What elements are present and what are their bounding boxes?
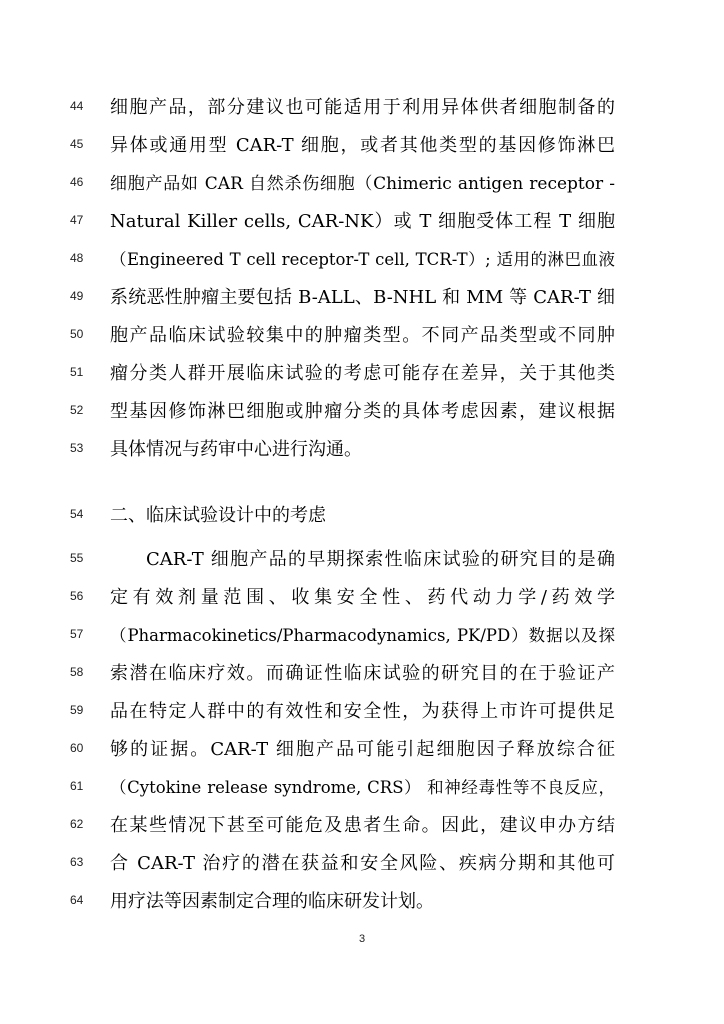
line-number: 44 xyxy=(70,99,84,113)
text-line xyxy=(0,655,724,693)
line-number: 51 xyxy=(70,365,84,379)
line-text: 胞产品临床试验较集中的肿瘤类型。不同产品类型或不同肿 xyxy=(110,325,615,346)
line-number: 49 xyxy=(70,289,84,303)
text-line xyxy=(0,165,724,203)
line-number: 48 xyxy=(70,251,84,265)
text-line xyxy=(0,731,724,769)
line-text: 合 CAR-T 治疗的潜在获益和安全风险、疾病分期和其他可 xyxy=(110,853,615,874)
line-text: 品在特定人群中的有效性和安全性，为获得上市许可提供足 xyxy=(110,701,615,722)
line-number: 57 xyxy=(70,627,84,641)
line-number: 50 xyxy=(70,327,84,341)
line-text: 系统恶性肿瘤主要包括 B-ALL、B-NHL 和 MM 等 CAR-T 细 xyxy=(110,287,615,308)
line-text: 定有效剂量范围、收集安全性、药代动力学/药效学 xyxy=(110,587,615,608)
line-number: 58 xyxy=(70,665,84,679)
line-text: 用疗法等因素制定合理的临床研发计划。 xyxy=(110,891,434,912)
line-number: 64 xyxy=(70,893,84,907)
text-line xyxy=(0,579,724,617)
text-line xyxy=(0,541,724,579)
line-number: 63 xyxy=(70,855,84,869)
line-text: Natural Killer cells, CAR-NK）或 T 细胞受体工程 T 细胞 xyxy=(110,211,615,232)
text-line xyxy=(0,203,724,241)
text-line xyxy=(0,355,724,393)
line-text: （Pharmacokinetics/Pharmacodynamics, PK/PD）数据以及探 xyxy=(110,626,615,645)
text-line xyxy=(0,807,724,845)
line-number: 62 xyxy=(70,817,84,831)
text-line xyxy=(0,693,724,731)
line-number: 55 xyxy=(70,551,84,565)
text-line xyxy=(0,431,724,469)
line-number: 53 xyxy=(70,441,84,455)
line-text: 索潜在临床疗效。而确证性临床试验的研究目的在于验证产 xyxy=(110,663,615,684)
line-number: 54 xyxy=(70,507,84,521)
text-line xyxy=(0,241,724,279)
line-number: 59 xyxy=(70,703,84,717)
line-number: 60 xyxy=(70,741,84,755)
text-line xyxy=(0,127,724,165)
line-text: 细胞产品，部分建议也可能适用于利用异体供者细胞制备的 xyxy=(110,97,615,118)
text-line xyxy=(0,279,724,317)
line-text: 瘤分类人群开展临床试验的考虑可能存在差异，关于其他类 xyxy=(110,363,615,384)
text-line xyxy=(0,883,724,921)
text-line xyxy=(0,317,724,355)
page-number: 3 xyxy=(358,933,366,945)
heading-text: 二、临床试验设计中的考虑 xyxy=(110,505,326,526)
line-text: （Engineered T cell receptor-T cell, TCR-T）; 适用的淋巴血液 xyxy=(110,250,615,269)
line-number: 47 xyxy=(70,213,84,227)
line-number: 52 xyxy=(70,403,84,417)
line-number: 61 xyxy=(70,779,84,793)
text-line xyxy=(0,617,724,655)
line-text: （Cytokine release syndrome, CRS） 和神经毒性等不良反应， xyxy=(110,778,615,797)
line-text: 够的证据。CAR-T 细胞产品可能引起细胞因子释放综合征 xyxy=(110,739,615,760)
line-text: 型基因修饰淋巴细胞或肿瘤分类的具体考虑因素，建议根据 xyxy=(110,401,615,422)
line-number: 46 xyxy=(70,175,84,189)
line-text: 在某些情况下甚至可能危及患者生命。因此，建议申办方结 xyxy=(110,815,615,836)
line-text: 具体情况与药审中心进行沟通。 xyxy=(110,439,362,460)
line-number: 56 xyxy=(70,589,84,603)
text-line xyxy=(0,393,724,431)
line-text: 异体或通用型 CAR-T 细胞，或者其他类型的基因修饰淋巴 xyxy=(110,135,615,156)
text-line xyxy=(0,845,724,883)
line-text: 细胞产品如 CAR 自然杀伤细胞（Chimeric antigen receptor - xyxy=(110,174,615,194)
text-line xyxy=(0,769,724,807)
text-line xyxy=(0,89,724,127)
line-text: CAR-T 细胞产品的早期探索性临床试验的研究目的是确 xyxy=(146,549,615,570)
section-heading xyxy=(0,497,724,535)
line-number: 45 xyxy=(70,137,84,151)
